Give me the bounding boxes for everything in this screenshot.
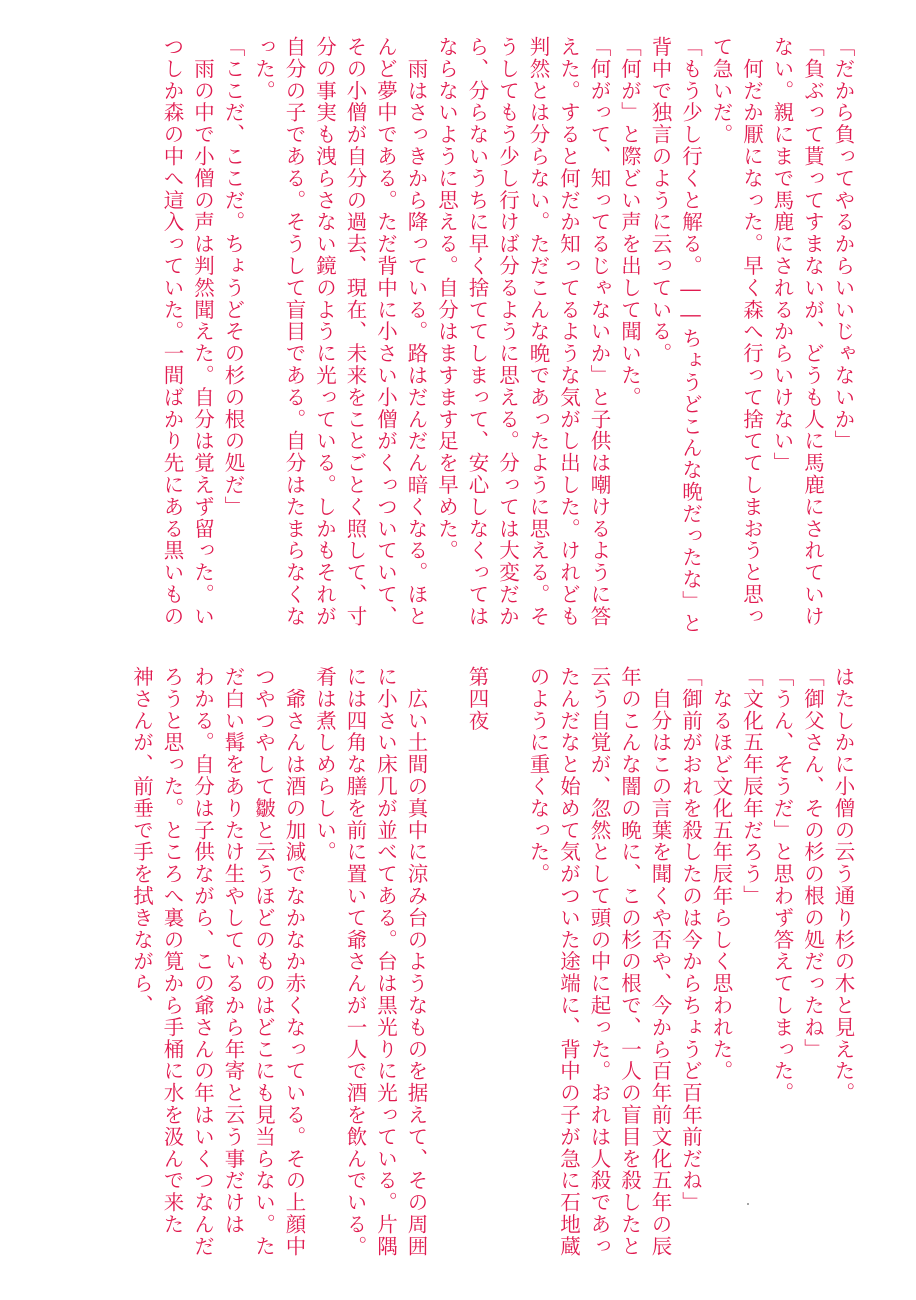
- text-line: うしてもう少し行けば分るように思える。分っては大変だか: [495, 36, 520, 628]
- text-line: 「もう少し行くと解る。――ちょうどこんな晩だったな」と: [678, 36, 703, 635]
- text-line: 広い土間の真中に涼み台のようなものを据えて、その周囲: [404, 666, 428, 1258]
- scan-speck: [747, 1203, 749, 1205]
- text-line: 「何が」と際どい声を出して聞いた。: [617, 36, 642, 409]
- text-line: 雨の中で小僧の声は判然聞えた。自分は覚えず留った。い: [190, 36, 215, 628]
- text-line: だ白い髯をありたけ生やしているから年寄と云う事だけは: [221, 666, 245, 1236]
- text-line: 年のこんな闇の晩に、この杉の根で、一人の盲目を殺したと: [617, 666, 642, 1258]
- text-line: 爺さんは酒の加減でなかなか赤くなっている。その上顔中: [282, 666, 306, 1258]
- text-block-bottom: [126, 666, 858, 1258]
- text-line: 雨はさっきから降っている。路はだんだん暗くなる。ほと: [404, 36, 428, 628]
- text-line: のように重くなった。: [526, 666, 550, 885]
- text-line: たんだなと始めて気がついた途端に、背中の子が急に石地蔵: [556, 666, 581, 1258]
- text-line: 「だから負ってやるからいいじゃないか」: [831, 36, 855, 453]
- text-line: った。: [251, 36, 276, 102]
- text-line: 背中で独言のように云っている。: [648, 36, 672, 365]
- text-line: つしか森の中へ這入っていた。一間ばかり先にある黒いもの: [160, 36, 184, 628]
- text-line: 「御前がおれを殺したのは今からちょうど百年前だね」: [678, 666, 703, 1214]
- text-line: [431, 666, 462, 1226]
- text-line: はたしかに小僧の云う通り杉の木と見えた。: [831, 666, 855, 1104]
- text-line: 神さんが、前垂で手を拭きながら、: [129, 666, 154, 1017]
- text-line: 分の事実も洩らさない鏡のように光っている。しかもそれが: [312, 36, 337, 628]
- text-line: 肴は煮しめらしい。: [312, 666, 337, 864]
- text-line: 「何がって、知ってるじゃないか」と子供は嘲けるように答: [587, 36, 611, 628]
- text-line: ら、分らないうちに早く捨ててしまって、安心しなくっては: [465, 36, 489, 628]
- text-line: 「文化五年辰年だろう」: [739, 666, 764, 907]
- text-line: て急いだ。: [709, 36, 733, 146]
- text-line: 「負ぶって貰ってすまないが、どうも人に馬鹿にされていけ: [800, 36, 825, 628]
- text-line: 「御父さん、その杉の根の処だったね」: [800, 666, 825, 1061]
- text-line: つやつやして皺と云うほどのものはどこにも見当らない。た: [251, 666, 276, 1258]
- text-line: 何だか厭になった。早く森へ行って捨ててしまおうと思っ: [739, 36, 764, 628]
- text-line: ろうと思った。ところへ裏の筧から手桶に水を汲んで来た: [160, 666, 184, 1236]
- text-line: ならないように思える。自分はますます足を早めた。: [434, 36, 459, 562]
- text-line: ない。親にまで馬鹿にされるからいけない」: [770, 36, 794, 474]
- text-line: わかる。自分は子供ながら、この爺さんの年はいくつなんだ: [190, 666, 215, 1258]
- text-line: 第四夜: [465, 666, 489, 732]
- text-line: その小僧が自分の過去、現在、未来をことごとく照して、寸: [343, 36, 367, 628]
- text-block-top: [157, 36, 859, 636]
- text-line: んど夢中である。ただ背中に小さい小僧がくっついていて、: [373, 36, 398, 628]
- text-line: 自分はこの言葉を聞くや否や、今から百年前文化五年の辰: [648, 666, 672, 1258]
- text-line: 判然とは分らない。ただこんな晩であったように思える。そ: [526, 36, 550, 628]
- text-line: えた。すると何だか知ってるような気がし出した。けれども: [556, 36, 581, 628]
- text-line: 自分の子である。そうして盲目である。自分はたまらなくな: [282, 36, 306, 628]
- text-line: 云う自覚が、忽然として頭の中に起った。おれは人殺であっ: [587, 666, 611, 1258]
- text-line: には四角な膳を前に置いて爺さんが一人で酒を飲んでいる。: [343, 666, 367, 1258]
- text-line: なるほど文化五年辰年らしく思われた。: [709, 666, 733, 1083]
- text-line: に小さい床几が並べてある。台は黒光りに光っている。片隅: [373, 666, 398, 1258]
- text-line: 「ここだ、ここだ。ちょうどその杉の根の処だ」: [221, 36, 245, 518]
- text-line: 「うん、そうだ」と思わず答えてしまった。: [770, 666, 794, 1104]
- text-line: [492, 666, 523, 1226]
